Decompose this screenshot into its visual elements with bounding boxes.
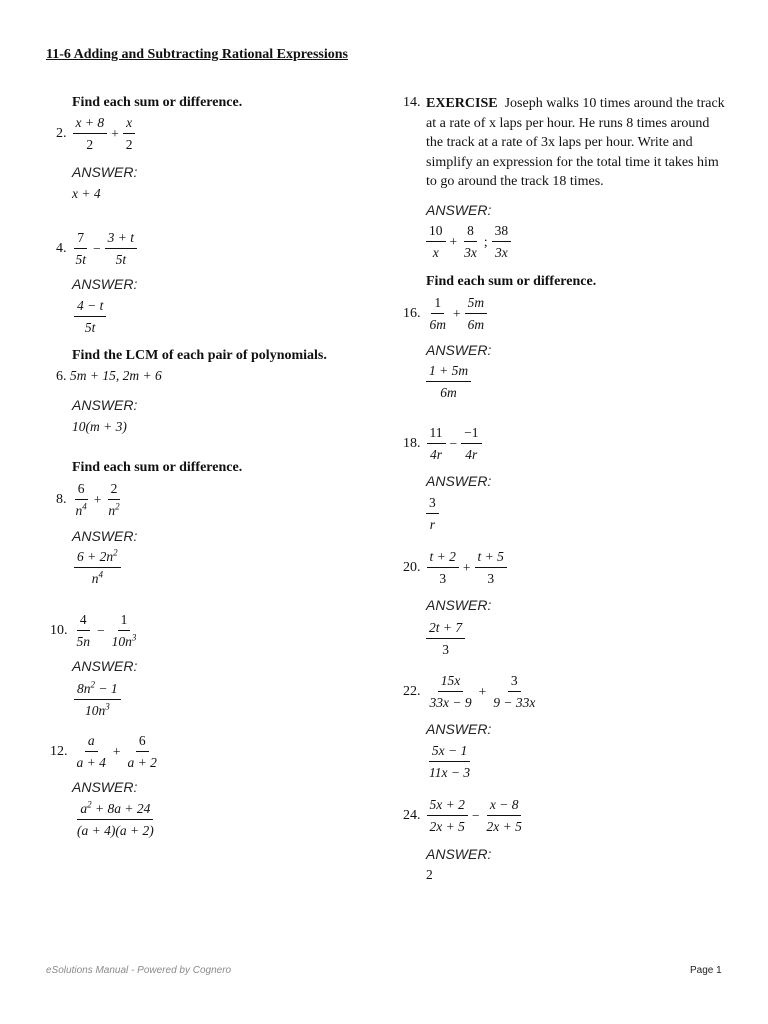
section-header: Find each sum or difference. (426, 274, 597, 289)
answer-label: ANSWER: (72, 528, 138, 544)
section-header: Find the LCM of each pair of polynomials. (72, 348, 327, 363)
answer-16: $\frac{1 + 5m}{6m}$ (424, 362, 473, 401)
answer-18: $\frac{3}{r}$ (424, 494, 441, 533)
answer-label: ANSWER: (72, 397, 138, 413)
problem-4: 4. $\frac{7}{5t}$ − $\frac{3 + t}{5t}$ (56, 229, 139, 268)
answer-label: ANSWER: (426, 342, 492, 358)
answer-20: $\frac{2t + 7}{3}$ (424, 619, 467, 658)
answer-22: $\frac{5x - 1}{11x - 3}$ (429, 743, 471, 780)
answer-label: ANSWER: (72, 164, 138, 180)
answer-label: ANSWER: (72, 276, 138, 292)
problem-20: 20. $\frac{t + 2}{3}$ + $\frac{t + 5}{3}$ (403, 548, 509, 587)
page-number: Page 1 (690, 965, 722, 976)
answer-2: x + 4 (72, 186, 101, 201)
answer-label: ANSWER: (426, 473, 492, 489)
problem-2: 2. $\frac{x + 8}{2}$ + $\frac{x}{2}$ (56, 114, 137, 153)
answer-6: 10(m + 3) (72, 419, 127, 434)
section-header: Find each sum or difference. (72, 460, 243, 475)
problem-24: 24. $\frac{5x + 2}{2x + 5}$ − $\frac{x - 8}{2x + 5}$ (403, 797, 522, 834)
problem-18: 18. $\frac{11}{4r}$ − $\frac{-1}{4r}$ (403, 424, 484, 463)
problem-14-number: 14. (403, 95, 421, 110)
problem-10: 10. $\frac{4}{5n}$ − $\frac{1}{10n^3}$ (50, 612, 137, 649)
section-header: Find each sum or difference. (72, 95, 243, 110)
problem-22: 22. $\frac{15x}{33x - 9}$ + $\frac{3}{9 - 33x}$ (403, 673, 536, 710)
problem-12: 12. $\frac{a}{a + 4}$ + $\frac{6}{a + 2}$ (50, 733, 157, 770)
page-title: 11-6 Adding and Subtracting Rational Expressions (46, 47, 348, 62)
answer-label: ANSWER: (72, 658, 138, 674)
answer-24: 2 (426, 867, 433, 882)
problem-14-text: EXERCISE Joseph walks 10 times around the track at a rate of x laps per hour. He runs 8 times around the track at a rate of 3x laps per hour. Write and simplify an expression for the total time it takes him to go around the track 18 times. (426, 96, 725, 189)
problem-16: 16. $\frac{1}{6m}$ + $\frac{5m}{6m}$ (403, 294, 489, 333)
answer-label: ANSWER: (426, 846, 492, 862)
answer-14: $\frac{10}{x}$ + $\frac{8}{3x}$ ; $\frac{38}{3x}$ (424, 222, 513, 261)
answer-10: $\frac{8n^2 - 1}{10n^3}$ (72, 680, 123, 719)
answer-4: $\frac{4 - t}{5t}$ (72, 297, 108, 336)
answer-label: ANSWER: (426, 202, 492, 218)
problem-6: 6. 5m + 15, 2m + 6 (56, 368, 162, 384)
answer-8: $\frac{6 + 2n^2}{n^4}$ (72, 548, 123, 587)
answer-label: ANSWER: (72, 779, 138, 795)
answer-label: ANSWER: (426, 597, 492, 613)
problem-8: 8. $\frac{6}{n^4}$ + $\frac{2}{n^2}$ (56, 481, 120, 518)
answer-label: ANSWER: (426, 721, 492, 737)
footer-credit: eSolutions Manual - Powered by Cognero (46, 965, 232, 976)
answer-12: $\frac{a^2 + 8a + 24}{(a + 4)(a + 2)}$ (77, 799, 154, 838)
